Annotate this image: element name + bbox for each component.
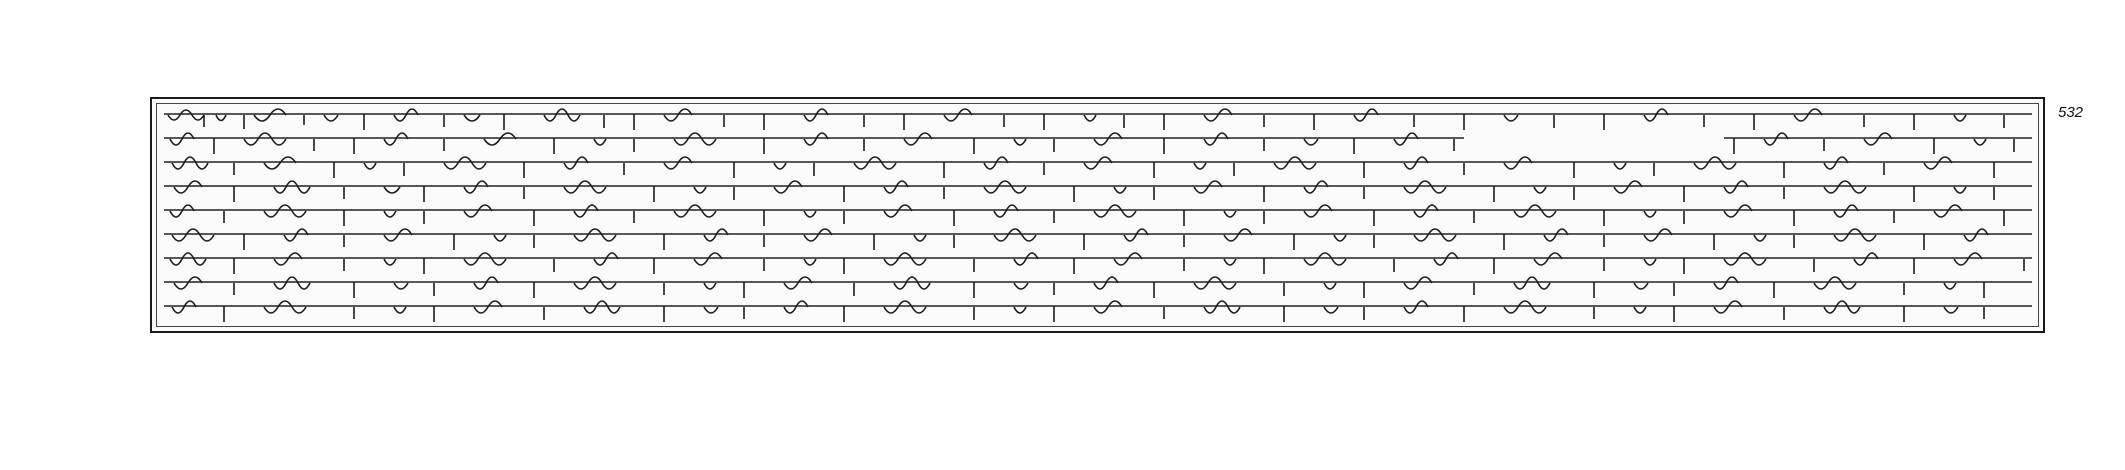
text-line-6: [164, 228, 2032, 252]
text-line-2: [164, 132, 2032, 156]
text-line-3: [164, 156, 2032, 180]
page-number: 532: [2058, 104, 2084, 121]
text-line-7: [164, 252, 2032, 276]
tibetan-text-block: [164, 108, 2032, 324]
text-line-4: [164, 180, 2032, 204]
text-line-1: [164, 108, 2032, 132]
text-line-5: [164, 204, 2032, 228]
text-line-8: [164, 276, 2032, 300]
text-line-9: [164, 300, 2032, 324]
